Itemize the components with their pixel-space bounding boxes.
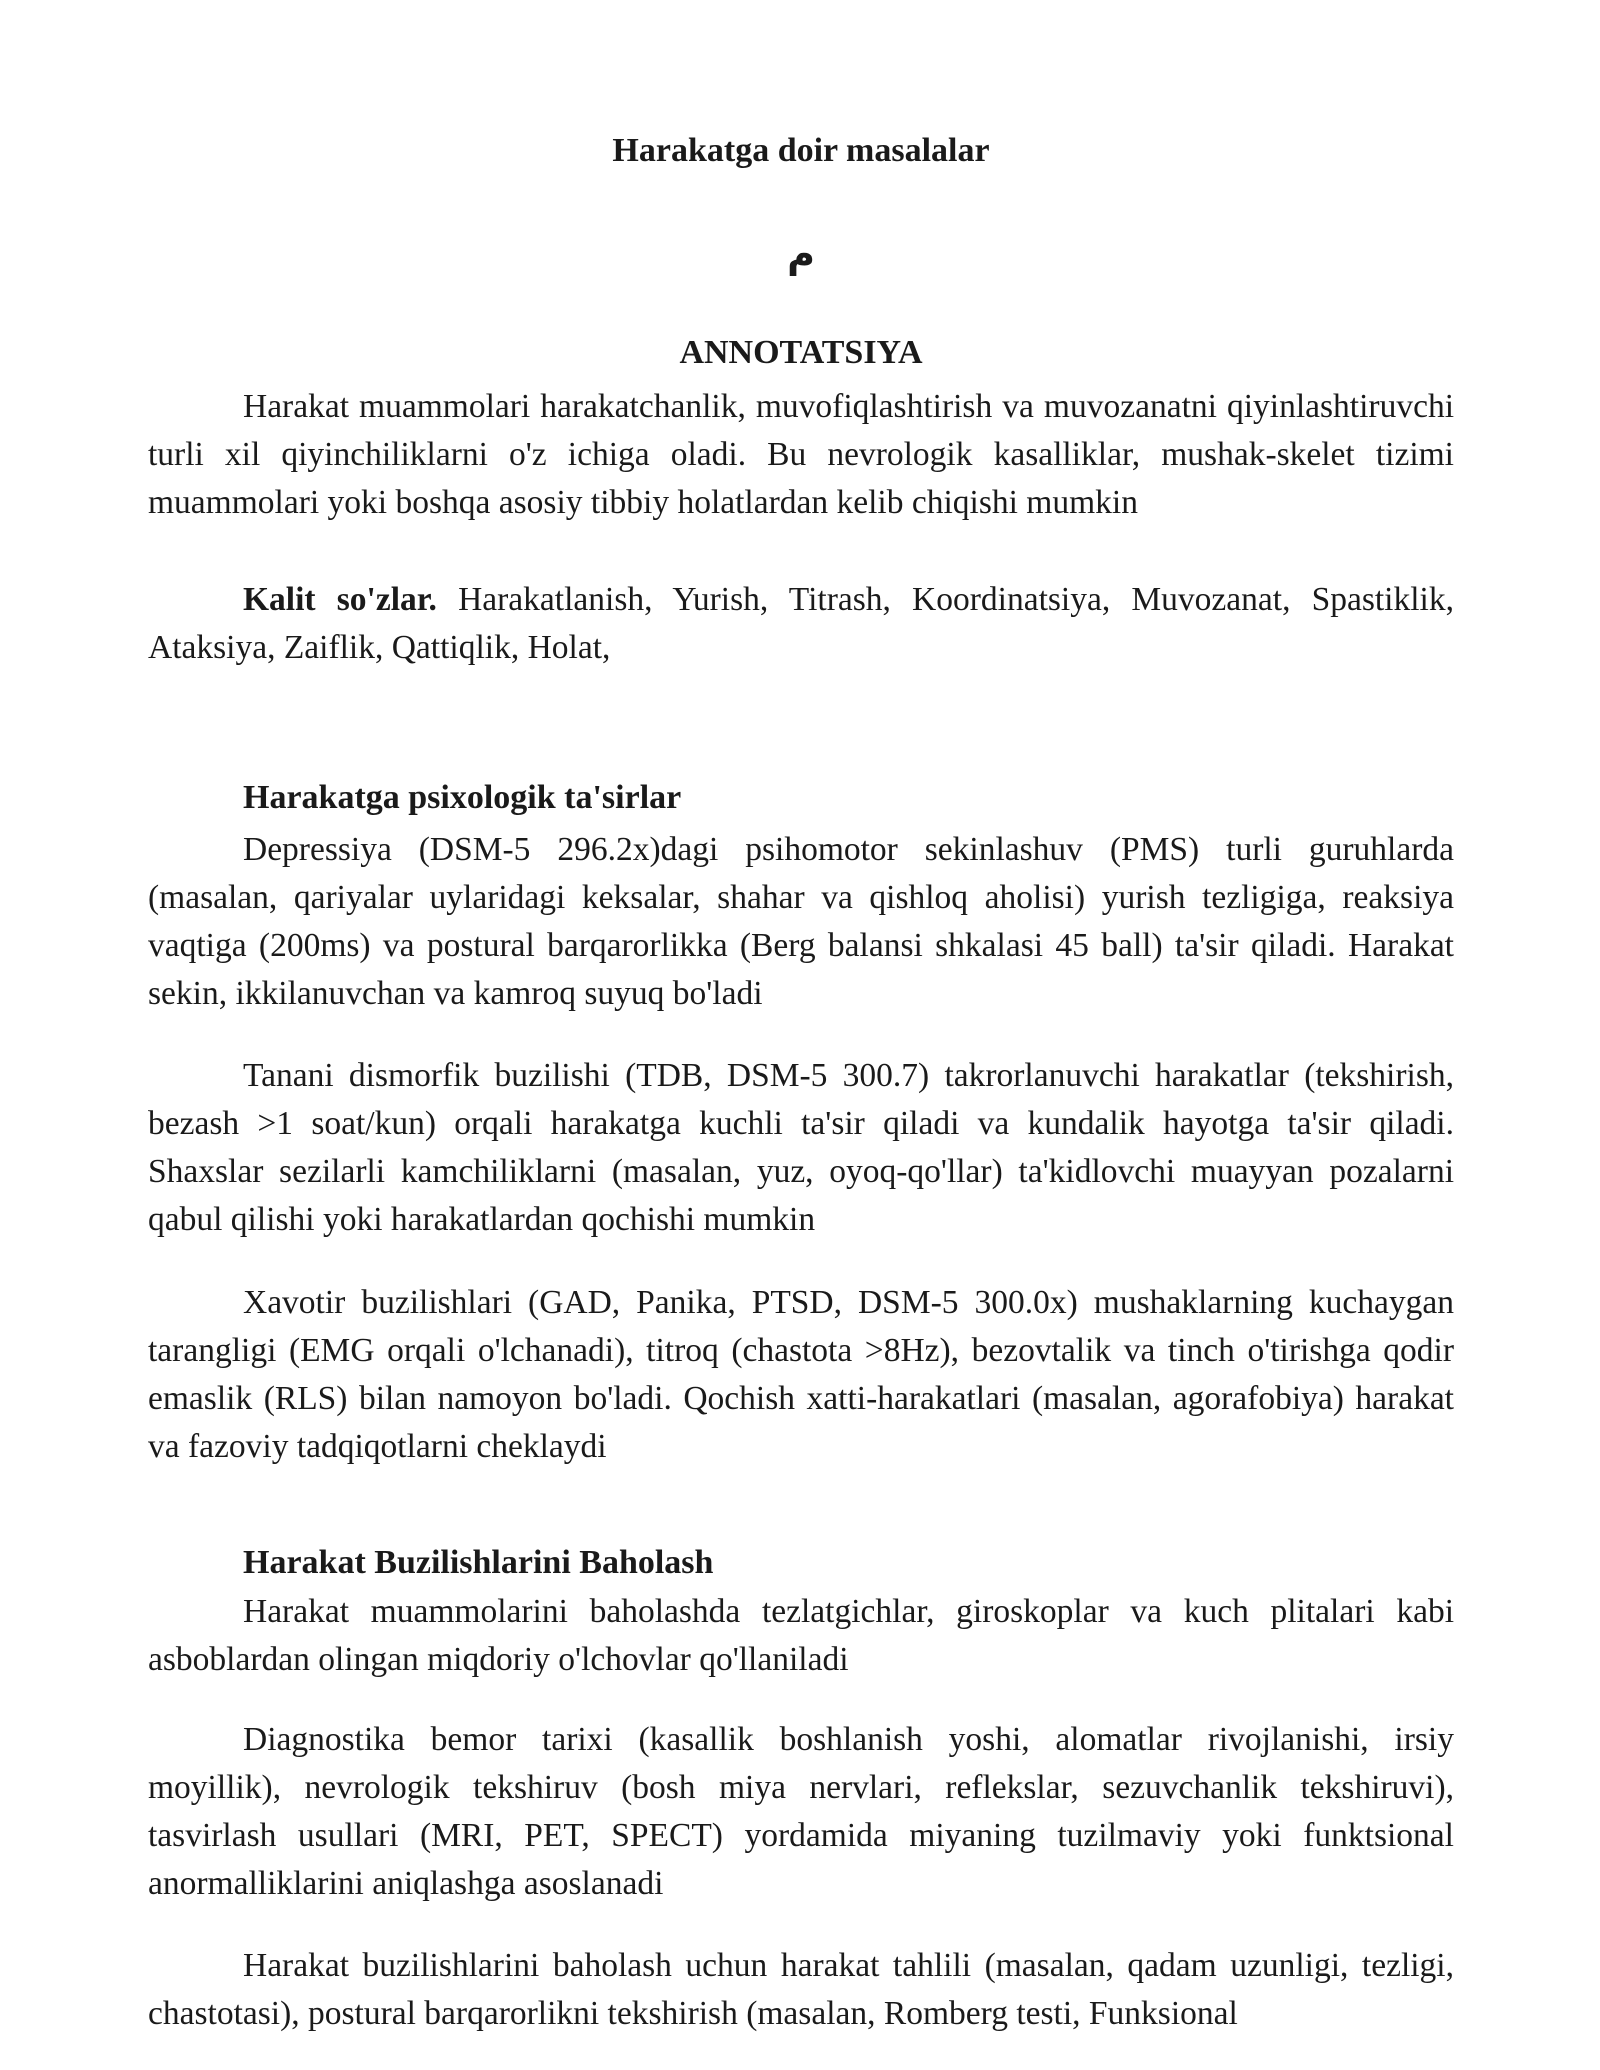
author-glyph: م [787, 232, 815, 276]
section-heading-psychological: Harakatga psixologik ta'sirlar [243, 779, 682, 816]
keywords-label: Kalit so'zlar. [243, 581, 437, 618]
paragraph-quantitative: Harakat muammolarini baholashda tezlatgichlar, giroskoplar va kuch plitalari kabi asboblardan olingan miqdoriy o'lchovlar qo'llaniladi [148, 1593, 1454, 1678]
paragraph-anxiety: Xavotir buzilishlari (GAD, Panika, PTSD, DSM-5 300.0x) mushaklarning kuchaygan tarangligi (EMG orqali o'lchanadi), titroq (chastota >8Hz), bezovtalik va tinch o'tirishga qodir emaslik (RLS) bilan namoyon bo'ladi. Qochish xatti-harakatlari (masalan, agorafobiya) harakat va fazoviy tadqiqotlarni cheklaydi [148, 1284, 1454, 1465]
section-heading-assessment: Harakat Buzilishlarini Baholash [243, 1544, 714, 1581]
keywords-paragraph [148, 576, 1454, 672]
keywords-list: Harakatlanish, Yurish, Titrash, Koordinatsiya, Muvozanat, Spastiklik, Ataksiya, Zaiflik, Qattiqlik, Holat, [148, 581, 1454, 666]
annotation-paragraph: Harakat muammolari harakatchanlik, muvofiqlashtirish va muvozanatni qiyinlashtiruvchi turli xil qiyinchiliklarni o'z ichiga oladi. Bu nevrologik kasalliklar, mushak-skelet tizimi muammolari yoki boshqa asosiy tibbiy holatlardan kelib chiqishi mumkin [148, 388, 1454, 521]
annotation-heading: ANNOTATSIYA [679, 334, 923, 371]
document-title: Harakatga doir masalalar [612, 132, 990, 169]
paragraph-depression: Depressiya (DSM-5 296.2x)dagi psihomotor sekinlashuv (PMS) turli guruhlarda (masalan, qariyalar uylaridagi keksalar, shahar va qishloq aholisi) yurish tezligiga, reaksiya vaqtiga (200ms) va postural barqarorlikka (Berg balansi shkalasi 45 ball) ta'sir qiladi. Harakat sekin, ikkilanuvchan va kamroq suyuq bo'ladi [148, 831, 1454, 1012]
paragraph-movement-analysis: Harakat buzilishlarini baholash uchun harakat tahlili (masalan, qadam uzunligi, tezligi, chastotasi), postural barqarorlikni tekshirish (masalan, Romberg testi, Funksional [148, 1947, 1454, 2032]
paragraph-diagnostics: Diagnostika bemor tarixi (kasallik boshlanish yoshi, alomatlar rivojlanishi, irsiy moyillik), nevrologik tekshiruv (bosh miya nervlari, reflekslar, sezuvchanlik tekshiruvi), tasvirlash usullari (MRI, PET, SPECT) yordamida miyaning tuzilmaviy yoki funktsional anormalliklarini aniqlashga asoslanadi [148, 1721, 1454, 1902]
paragraph-body-dysmorphic: Tanani dismorfik buzilishi (TDB, DSM-5 300.7) takrorlanuvchi harakatlar (tekshirish, bezash >1 soat/kun) orqali harakatga kuchli ta'sir qiladi va kundalik hayotga ta'sir qiladi. Shaxslar sezilarli kamchiliklarni (masalan, yuz, oyoq-qo'llar) ta'kidlovchi muayyan pozalarni qabul qilishi yoki harakatlardan qochishi mumkin [148, 1057, 1454, 1238]
